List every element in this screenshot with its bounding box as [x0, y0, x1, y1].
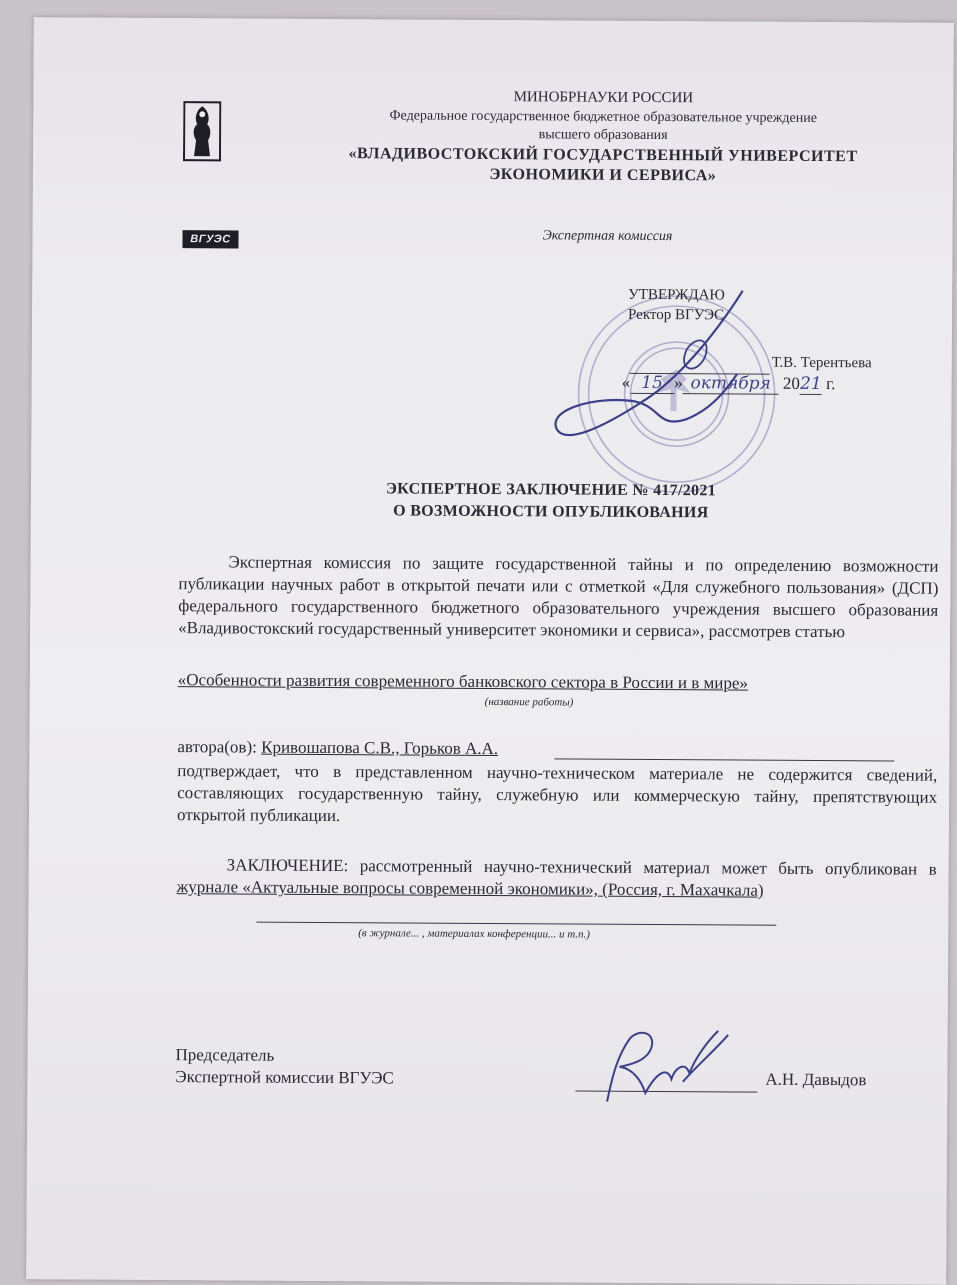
- date-g: г.: [826, 374, 836, 394]
- work-title-caption: (название работы): [484, 695, 574, 709]
- university-logo-text: ВГУЭС: [182, 230, 238, 248]
- date-month: октября: [683, 373, 779, 395]
- institution-line-1: Федеральное государственное бюджетное образовательное учреждение: [389, 108, 818, 126]
- institution-line-2: высшего образования: [538, 127, 668, 144]
- authors-value: Кривошапова С.В., Горьков А.А.: [261, 737, 499, 759]
- venue-caption: (в журнале... , материалах конференции... и т.п.): [358, 927, 590, 941]
- authors-label: автора(ов):: [177, 737, 257, 757]
- chair-role-line-1: Председатель: [175, 1045, 275, 1065]
- rector-name: Т.В. Терентьева: [771, 354, 872, 372]
- date-year-suffix: 21: [799, 373, 822, 395]
- conclusion-prefix: ЗАКЛЮЧЕНИЕ: рассмотренный научно-технический материал может быть опубликован в: [226, 855, 937, 879]
- date-open-quote: «: [621, 372, 631, 392]
- university-name-line-2: ЭКОНОМИКИ И СЕРВИСА»: [489, 165, 717, 185]
- ministry-name: МИНОБРНАУКИ РОССИИ: [513, 89, 694, 107]
- commission-heading: Экспертная комиссия: [542, 228, 673, 245]
- rector-position: Ректор ВГУЭС: [628, 306, 725, 324]
- conclusion-paragraph: [176, 854, 936, 903]
- rector-signature: [536, 278, 787, 480]
- confirm-paragraph: подтверждает, что в представленном научно-техническом материале не содержится сведений, составляющих государственную тайну, служебную или коммерческую тайну, препятствующих открытой публикации.: [176, 761, 938, 826]
- intro-paragraph: Экспертная комиссия по защите государственной тайны и по определению возможности публикации научных работ в открытой печати или с отметкой «Для служебного пользования» (ДСП) федерального государственного бюджетного образовательного учреждения высшего образования «Владивостокский государственный университет экономики и сервиса», рассмотрев статью: [178, 552, 939, 642]
- chair-signature: [567, 1020, 748, 1111]
- document-title-line-2: О ВОЗМОЖНОСТИ ОПУБЛИКОВАНИЯ: [393, 502, 709, 522]
- work-title: [178, 669, 938, 696]
- approve-label: УТВЕРЖДАЮ: [628, 286, 725, 304]
- document-title-line-1: ЭКСПЕРТНОЕ ЗАКЛЮЧЕНИЕ № 417/2021: [385, 480, 717, 500]
- chair-name: А.Н. Давыдов: [765, 1069, 867, 1090]
- date-day: 15: [630, 373, 674, 394]
- conclusion-venue: журнале «Актуальные вопросы современной экономики», (Россия, г. Махачкала): [176, 877, 764, 900]
- document-sheet: [26, 17, 954, 1285]
- university-emblem-icon: [183, 100, 221, 162]
- work-title-text: «Особенности развития современного банковского сектора в России и в мире»: [177, 670, 748, 693]
- date-year-prefix: 20: [782, 373, 800, 393]
- university-name-line-1: «ВЛАДИВОСТОКСКИЙ ГОСУДАРСТВЕННЫЙ УНИВЕРСИТЕТ: [348, 145, 858, 166]
- venue-fill-line: [256, 922, 776, 926]
- chair-role-line-2: Экспертной комиссии ВГУЭС: [175, 1067, 394, 1088]
- date-close-quote: »: [674, 373, 683, 393]
